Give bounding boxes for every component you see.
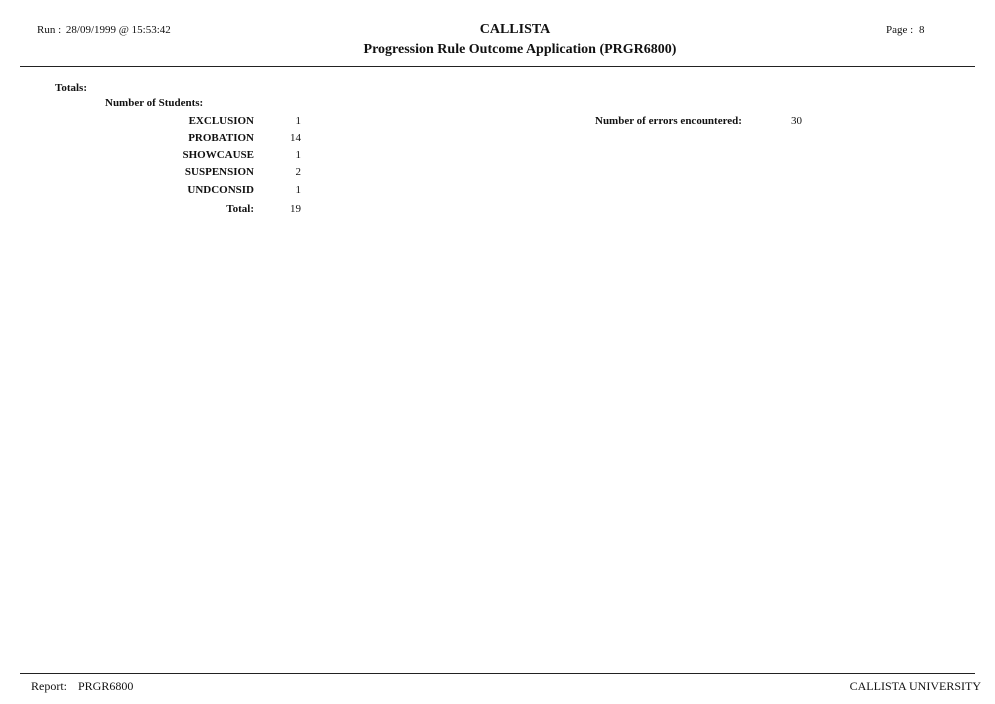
errors-value: 30 (791, 115, 802, 127)
totals-heading: Totals: (55, 82, 87, 94)
run-label: Run : (37, 24, 62, 36)
outcome-label-suspension: SUSPENSION (184, 166, 254, 178)
footer-divider (20, 673, 975, 674)
page-number: 8 (918, 24, 925, 36)
outcome-count-undconsid: 1 (295, 184, 301, 196)
outcome-count-probation: 14 (290, 132, 301, 144)
number-of-students-heading: Number of Students: (105, 97, 204, 109)
header-divider (20, 66, 975, 67)
run-datetime: 28/09/1999 @ 15:53:42 (65, 24, 171, 36)
outcome-label-undconsid: UNDCONSID (187, 184, 254, 196)
outcome-label-showcause: SHOWCAUSE (182, 149, 254, 161)
report-code: PRGR6800 (78, 679, 134, 693)
system-name: CALLISTA (479, 22, 551, 37)
page-info (886, 24, 924, 36)
outcome-label-probation: PROBATION (188, 132, 254, 144)
report-info (31, 679, 133, 694)
outcome-count-exclusion: 1 (295, 115, 301, 127)
page-label: Page : (886, 24, 914, 36)
total-label: Total: (226, 203, 254, 215)
total-value: 19 (290, 203, 301, 215)
report-label: Report: (31, 679, 67, 693)
outcome-count-showcause: 1 (295, 149, 301, 161)
organisation-name: CALLISTA UNIVERSITY (849, 679, 981, 693)
errors-label: Number of errors encountered: (595, 115, 742, 127)
outcome-label-exclusion: EXCLUSION (188, 115, 254, 127)
report-title: Progression Rule Outcome Application (PRGR6800) (363, 42, 677, 57)
outcome-count-suspension: 2 (295, 166, 301, 178)
